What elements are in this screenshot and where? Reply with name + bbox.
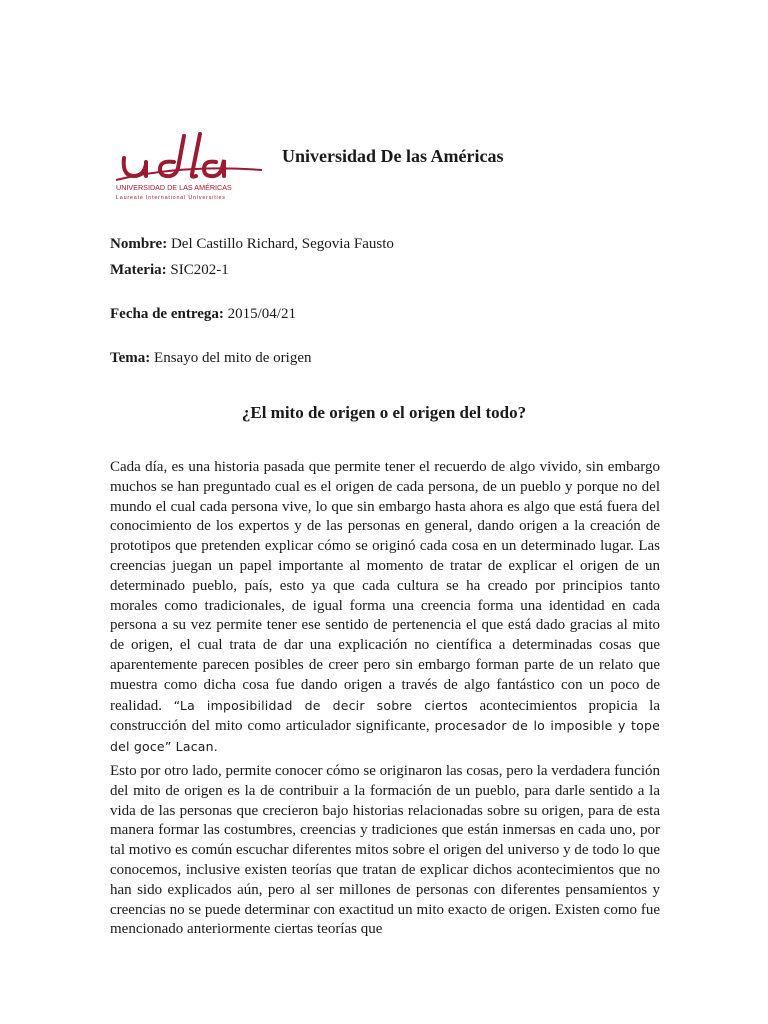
lacan-quote-middle: acontecimientos propicia la construcción del mito como articulador significante, — [110, 697, 660, 735]
field-nombre — [110, 236, 394, 253]
lacan-quote-start: “La imposibilidad de decir sobre ciertos — [173, 697, 468, 713]
tema-value: Ensayo del mito de origen — [150, 350, 312, 366]
materia-value: SIC202-1 — [166, 262, 229, 278]
udla-logo — [112, 128, 272, 204]
field-materia — [110, 262, 229, 279]
essay-title: ¿El mito de origen o el origen del todo? — [241, 403, 527, 422]
tema-label: Tema: — [110, 350, 151, 366]
nombre-label: Nombre: — [110, 236, 168, 252]
nombre-value: Del Castillo Richard, Segovia Fausto — [167, 236, 394, 252]
field-fecha — [110, 306, 296, 323]
university-name: Universidad De las Américas — [282, 146, 504, 166]
svg-text:UNIVERSIDAD DE LAS AMÉRICAS: UNIVERSIDAD DE LAS AMÉRICAS — [116, 183, 232, 192]
field-tema — [110, 350, 312, 367]
paragraph-1-text: Cada día, es una historia pasada que permite tener el recuerdo de algo vivido, sin embargo muchos se han preguntado cual es el origen de cada persona, de un pueblo y porque no del mundo el cual cada persona vive, lo que sin embargo hasta ahora es algo que está fuera del conocimiento de los expertos y de las personas en general, dando origen a la creación de prototipos que pretenden explicar cómo se originó cada cosa en un determinado lugar. Las creencias juegan un papel importante al momento de tratar de explicar el origen de un determinado pueblo, país, esto ya que cada cultura se ha creado por principios tanto morales como tradicionales, de igual forma una creencia forma una identidad en cada persona a su vez permite tener ese sentido de pertenencia el que está dado gracias al mito de origen, el cual trata de dar una explicación no científica a determinadas cosas que aparentemente parecen posibles de creer pero sin embargo forman parte de un relato que muestra como dicha cosa fue dando origen a través de algo fantástico con un poco de realidad. — [110, 459, 660, 714]
paragraph-1 — [110, 458, 660, 758]
materia-label: Materia: — [110, 262, 167, 278]
fecha-label: Fecha de entrega: — [110, 306, 224, 322]
lacan-quote-end: procesador de lo imposible y tope del goce” Lacan. — [110, 718, 660, 755]
fecha-value: 2015/04/21 — [223, 306, 296, 322]
paragraph-2: Esto por otro lado, permite conocer cómo se originaron las cosas, pero la verdadera función del mito de origen es la de contribuir a la formación de un pueblo, para darle sentido a la vida de las personas que crecieron bajo historias relacionadas sobre su origen, para de esta manera formar las costumbres, creencias y tradiciones que están inmersas en cada uno, por tal motivo es común escuchar diferentes mitos sobre el origen del universo y de todo lo que conocemos, inclusive existen teorías que tratan de explicar dichos acontecimientos que no han sido explicados aún, pero al ser millones de personas con diferentes pensamientos y creencias no se puede determinar con exactitud un mito exacto de origen. Existen como fue mencionado anteriormente ciertas teorías que — [110, 763, 660, 938]
svg-text:Laureate International Univers: Laureate International Universities — [116, 195, 226, 201]
